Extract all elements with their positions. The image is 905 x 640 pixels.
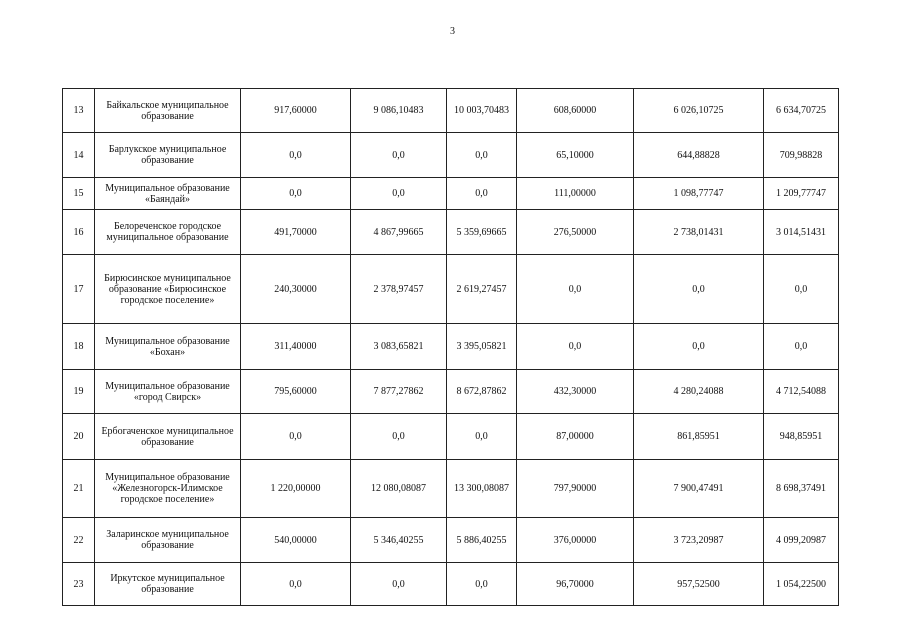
value-cell: 3 395,05821 [447, 324, 517, 370]
value-cell: 0,0 [634, 255, 764, 324]
value-cell: 7 877,27862 [351, 370, 447, 414]
municipality-name: Барлукское муниципальное образование [95, 133, 241, 178]
table-row [63, 133, 839, 178]
value-cell: 0,0 [241, 133, 351, 178]
value-cell: 795,60000 [241, 370, 351, 414]
value-cell: 87,00000 [517, 414, 634, 460]
table-row [63, 255, 839, 324]
value-cell: 13 300,08087 [447, 460, 517, 518]
value-cell: 709,98828 [764, 133, 839, 178]
value-cell: 96,70000 [517, 563, 634, 606]
value-cell: 917,60000 [241, 89, 351, 133]
row-number: 17 [63, 255, 95, 324]
municipality-name: Ербогаченское муниципальное образование [95, 414, 241, 460]
value-cell: 0,0 [447, 414, 517, 460]
row-number: 19 [63, 370, 95, 414]
value-cell: 65,10000 [517, 133, 634, 178]
value-cell: 0,0 [764, 255, 839, 324]
value-cell: 608,60000 [517, 89, 634, 133]
table-row [63, 460, 839, 518]
municipality-name: Байкальское муниципальное образование [95, 89, 241, 133]
value-cell: 1 209,77747 [764, 178, 839, 210]
value-cell: 240,30000 [241, 255, 351, 324]
value-cell: 7 900,47491 [634, 460, 764, 518]
value-cell: 376,00000 [517, 518, 634, 563]
table-row [63, 414, 839, 460]
value-cell: 0,0 [351, 133, 447, 178]
value-cell: 1 054,22500 [764, 563, 839, 606]
value-cell: 644,88828 [634, 133, 764, 178]
value-cell: 311,40000 [241, 324, 351, 370]
value-cell: 0,0 [517, 255, 634, 324]
value-cell: 2 378,97457 [351, 255, 447, 324]
value-cell: 4 712,54088 [764, 370, 839, 414]
table-row [63, 89, 839, 133]
value-cell: 5 359,69665 [447, 210, 517, 255]
value-cell: 3 083,65821 [351, 324, 447, 370]
value-cell: 491,70000 [241, 210, 351, 255]
municipality-name: Белореченское городское муниципальное образование [95, 210, 241, 255]
row-number: 23 [63, 563, 95, 606]
value-cell: 0,0 [351, 563, 447, 606]
table-row [63, 518, 839, 563]
value-cell: 0,0 [764, 324, 839, 370]
municipality-name: Бирюсинское муниципальное образование «Бирюсинское городское поселение» [95, 255, 241, 324]
table-row [63, 324, 839, 370]
value-cell: 0,0 [241, 563, 351, 606]
table-row [63, 210, 839, 255]
table-row [63, 563, 839, 606]
value-cell: 0,0 [634, 324, 764, 370]
page-number: 3 [450, 26, 455, 37]
row-number: 22 [63, 518, 95, 563]
row-number: 13 [63, 89, 95, 133]
value-cell: 861,85951 [634, 414, 764, 460]
value-cell: 111,00000 [517, 178, 634, 210]
value-cell: 6 026,10725 [634, 89, 764, 133]
value-cell: 276,50000 [517, 210, 634, 255]
value-cell: 5 886,40255 [447, 518, 517, 563]
value-cell: 0,0 [241, 414, 351, 460]
value-cell: 3 723,20987 [634, 518, 764, 563]
value-cell: 0,0 [351, 414, 447, 460]
value-cell: 0,0 [517, 324, 634, 370]
municipality-name: Муниципальное образование «Баяндай» [95, 178, 241, 210]
value-cell: 2 738,01431 [634, 210, 764, 255]
row-number: 14 [63, 133, 95, 178]
value-cell: 1 220,00000 [241, 460, 351, 518]
data-table [62, 88, 839, 606]
value-cell: 2 619,27457 [447, 255, 517, 324]
value-cell: 797,90000 [517, 460, 634, 518]
row-number: 20 [63, 414, 95, 460]
municipality-name: Муниципальное образование «Бохан» [95, 324, 241, 370]
value-cell: 9 086,10483 [351, 89, 447, 133]
value-cell: 0,0 [447, 178, 517, 210]
value-cell: 0,0 [351, 178, 447, 210]
table-row [63, 178, 839, 210]
value-cell: 4 867,99665 [351, 210, 447, 255]
value-cell: 432,30000 [517, 370, 634, 414]
value-cell: 4 099,20987 [764, 518, 839, 563]
value-cell: 6 634,70725 [764, 89, 839, 133]
table-row [63, 370, 839, 414]
value-cell: 3 014,51431 [764, 210, 839, 255]
value-cell: 8 672,87862 [447, 370, 517, 414]
value-cell: 1 098,77747 [634, 178, 764, 210]
municipality-name: Муниципальное образование «Железногорск-Илимское городское поселение» [95, 460, 241, 518]
value-cell: 8 698,37491 [764, 460, 839, 518]
value-cell: 4 280,24088 [634, 370, 764, 414]
table-body [63, 89, 839, 606]
value-cell: 540,00000 [241, 518, 351, 563]
value-cell: 0,0 [447, 563, 517, 606]
row-number: 15 [63, 178, 95, 210]
value-cell: 5 346,40255 [351, 518, 447, 563]
municipality-name: Заларинское муниципальное образование [95, 518, 241, 563]
value-cell: 0,0 [241, 178, 351, 210]
municipality-name: Иркутское муниципальное образование [95, 563, 241, 606]
value-cell: 948,85951 [764, 414, 839, 460]
row-number: 21 [63, 460, 95, 518]
value-cell: 957,52500 [634, 563, 764, 606]
row-number: 16 [63, 210, 95, 255]
row-number: 18 [63, 324, 95, 370]
value-cell: 12 080,08087 [351, 460, 447, 518]
value-cell: 10 003,70483 [447, 89, 517, 133]
municipality-name: Муниципальное образование «город Свирск» [95, 370, 241, 414]
value-cell: 0,0 [447, 133, 517, 178]
